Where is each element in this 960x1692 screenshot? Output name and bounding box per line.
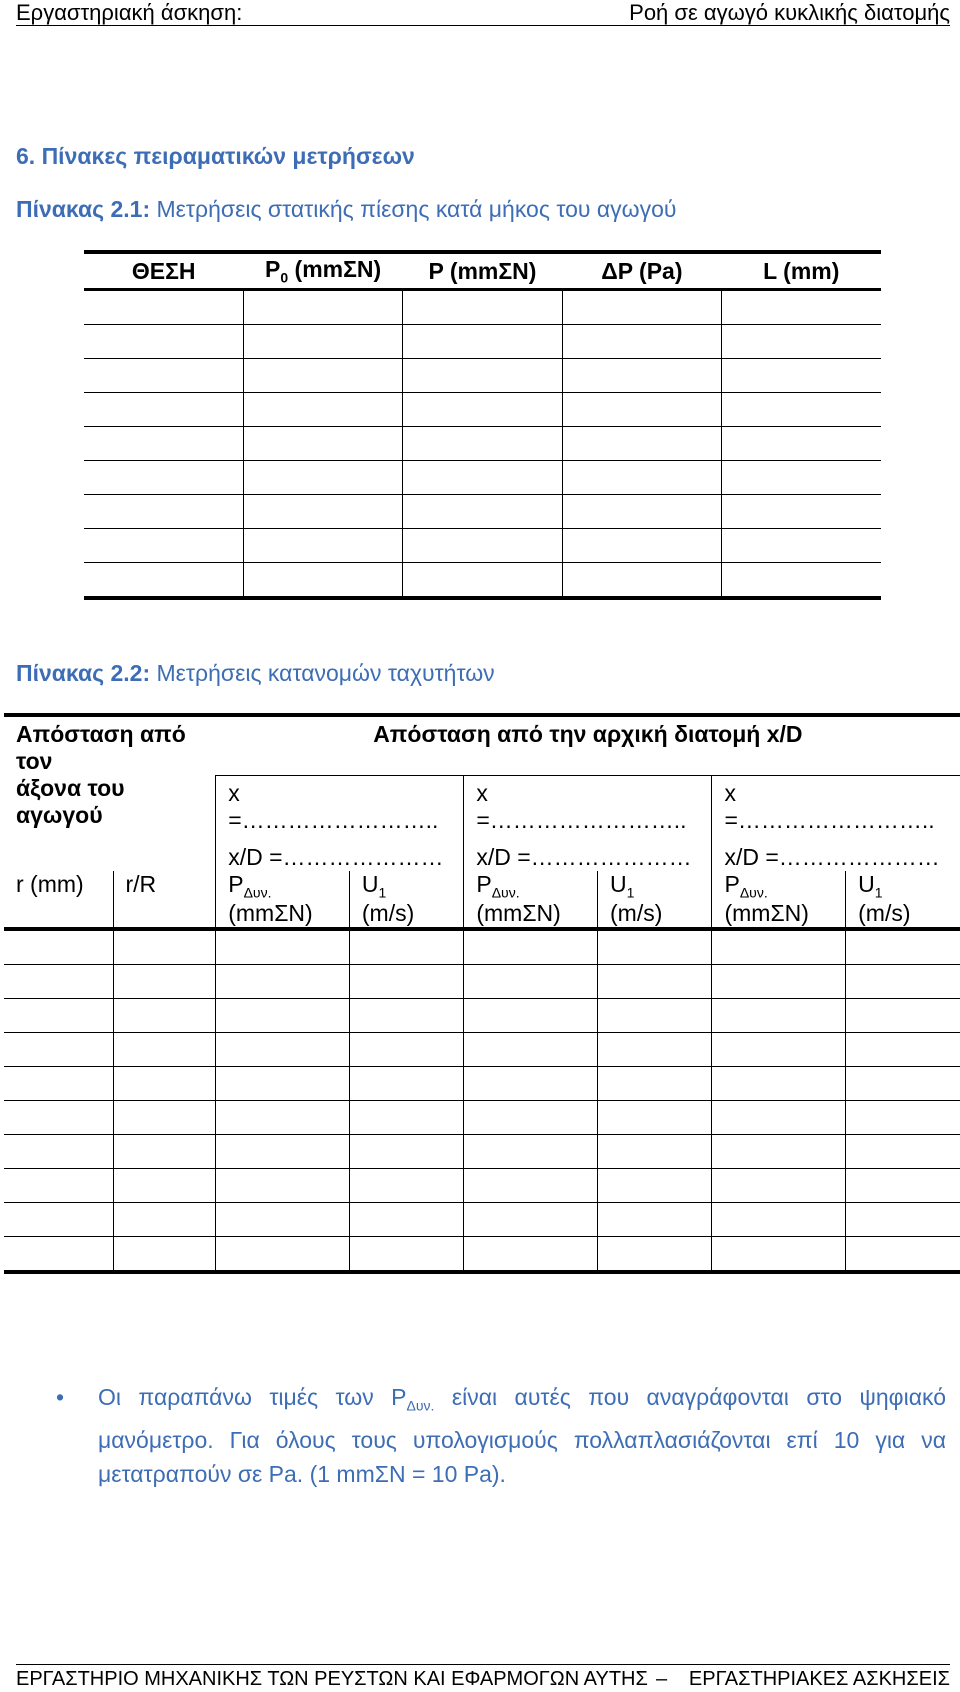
u-unit: (m/s) (361, 900, 415, 927)
col-l: L (mm) (763, 257, 840, 284)
table-cell[interactable] (562, 529, 721, 563)
table2-caption-text: Μετρήσεις κατανομών ταχυτήτων (150, 660, 495, 686)
table2-header-row-3 (4, 844, 960, 871)
table1-body (84, 290, 881, 599)
u-sub: 1 (378, 884, 387, 901)
table-cell[interactable] (712, 1169, 846, 1203)
p-sub: Δυν. (243, 884, 272, 901)
col-p0-sub: 0 (280, 269, 289, 286)
p-unit: (mmΣΝ) (228, 900, 313, 927)
table-row (4, 1101, 960, 1135)
r-mm-header: r (mm) (4, 871, 113, 930)
table-cell[interactable] (113, 1101, 216, 1135)
table-cell[interactable] (4, 1033, 113, 1067)
xd-field-3: x/D =………………… (712, 844, 960, 871)
table-row (84, 461, 881, 495)
table-cell[interactable] (464, 1033, 598, 1067)
table-row (84, 563, 881, 599)
section-title: 6. Πίνακες πειραματικών μετρήσεων (16, 143, 415, 169)
table1-caption (16, 196, 676, 223)
table-cell[interactable] (216, 1203, 350, 1237)
table-row (84, 325, 881, 359)
table-cell[interactable] (216, 1067, 350, 1101)
table-cell[interactable] (598, 1237, 712, 1273)
table-cell[interactable] (722, 563, 881, 599)
table-cell[interactable] (216, 1169, 350, 1203)
table-cell[interactable] (712, 1101, 846, 1135)
table-cell[interactable] (216, 1237, 350, 1273)
u1-header-1 (349, 871, 463, 930)
table-cell[interactable] (562, 495, 721, 529)
table-cell[interactable] (84, 495, 243, 529)
table-cell[interactable] (84, 529, 243, 563)
table-cell[interactable] (84, 563, 243, 599)
table-cell[interactable] (243, 427, 402, 461)
table-cell[interactable] (712, 965, 846, 999)
xd-field-2: x/D =………………… (464, 844, 712, 871)
table-cell[interactable] (243, 393, 402, 427)
table-row (84, 529, 881, 563)
table-cell[interactable] (84, 359, 243, 393)
distance-from-axis-header (4, 715, 216, 775)
u-label: U (361, 870, 379, 897)
table-cell[interactable] (712, 1135, 846, 1169)
table-cell[interactable] (722, 393, 881, 427)
table-cell[interactable] (722, 290, 881, 325)
table-cell[interactable] (712, 1237, 846, 1273)
table-cell[interactable] (846, 999, 960, 1033)
table-cell[interactable] (846, 965, 960, 999)
note-part1: Οι παραπάνω τιμές των P (98, 1384, 407, 1410)
table-cell[interactable] (113, 1237, 216, 1273)
distance-from-axis-line2: άξονα του αγωγού (16, 775, 125, 828)
footer-divider (16, 1664, 950, 1665)
table-cell[interactable] (403, 359, 562, 393)
table-cell[interactable] (113, 1033, 216, 1067)
table-row (84, 290, 881, 325)
distance-from-inlet-header: Απόσταση από την αρχική διατομή x/D (216, 715, 960, 775)
u-label: U (858, 870, 875, 897)
table-cell[interactable] (846, 929, 960, 965)
footer-right: ΕΡΓΑΣΤΗΡΙΑΚΕΣ ΑΣΚΗΣΕΙΣ (688, 1668, 950, 1690)
table-cell[interactable] (846, 1033, 960, 1067)
x-field-2: x =…………………….. (464, 775, 712, 844)
table-cell[interactable] (722, 325, 881, 359)
table-cell[interactable] (84, 290, 243, 325)
table-cell[interactable] (464, 929, 598, 965)
table-cell[interactable] (846, 1203, 960, 1237)
table-cell[interactable] (562, 359, 721, 393)
table-cell[interactable] (4, 1067, 113, 1101)
table-cell[interactable] (4, 999, 113, 1033)
table-cell[interactable] (349, 999, 463, 1033)
table-cell[interactable] (4, 1237, 113, 1273)
u-sub: 1 (626, 884, 635, 901)
table-cell[interactable] (722, 427, 881, 461)
table-cell[interactable] (598, 929, 712, 965)
table-cell[interactable] (113, 965, 216, 999)
footer-dash: – (656, 1668, 668, 1690)
p-unit: (mmΣΝ) (476, 900, 561, 927)
table-cell[interactable] (113, 929, 216, 965)
u-label: U (610, 870, 627, 897)
table2-body (4, 929, 960, 1272)
table-cell[interactable] (349, 1135, 463, 1169)
col-p: P (mmΣΝ) (428, 257, 537, 284)
table-cell[interactable] (464, 965, 598, 999)
table-row (84, 427, 881, 461)
x-field-1: x =…………………….. (216, 775, 464, 844)
table-cell[interactable] (113, 999, 216, 1033)
table-cell[interactable] (722, 495, 881, 529)
table-cell[interactable] (349, 1203, 463, 1237)
table-cell[interactable] (4, 1101, 113, 1135)
table-cell[interactable] (4, 1169, 113, 1203)
table-cell[interactable] (464, 1237, 598, 1273)
p-label: P (476, 870, 492, 897)
table-cell[interactable] (712, 1203, 846, 1237)
table-cell[interactable] (464, 1101, 598, 1135)
table-row (4, 1169, 960, 1203)
table-cell[interactable] (722, 359, 881, 393)
table-cell[interactable] (562, 393, 721, 427)
table-cell[interactable] (598, 1101, 712, 1135)
table-row (4, 1237, 960, 1273)
table-cell[interactable] (846, 1237, 960, 1273)
table-cell[interactable] (243, 325, 402, 359)
table-cell[interactable] (349, 1101, 463, 1135)
table-cell[interactable] (464, 1203, 598, 1237)
col-p0-label: P (265, 256, 281, 283)
table-cell[interactable] (562, 461, 721, 495)
table-cell[interactable] (113, 1203, 216, 1237)
table-cell[interactable] (113, 1067, 216, 1101)
table-row (4, 965, 960, 999)
table-cell[interactable] (562, 427, 721, 461)
table-cell[interactable] (349, 1033, 463, 1067)
header-divider (16, 25, 950, 26)
table-cell[interactable] (562, 563, 721, 599)
table-cell[interactable] (84, 427, 243, 461)
p-unit: (mmΣΝ) (724, 900, 809, 927)
note-text (98, 1380, 946, 1491)
table-cell[interactable] (84, 461, 243, 495)
table-row (84, 495, 881, 529)
r-over-R-header: r/R (113, 871, 216, 930)
note-sub: Δυν. (406, 1397, 435, 1414)
note-paragraph (56, 1380, 946, 1491)
p-dyn-header-2 (464, 871, 598, 930)
table-row (4, 1203, 960, 1237)
table-row (4, 1067, 960, 1101)
table-cell[interactable] (349, 929, 463, 965)
table-cell[interactable] (403, 563, 562, 599)
table1-caption-text: Μετρήσεις στατικής πίεσης κατά μήκος του αγωγού (150, 196, 677, 222)
table-cell[interactable] (403, 529, 562, 563)
col-position: ΘΕΣΗ (131, 257, 196, 284)
table-cell[interactable] (216, 1033, 350, 1067)
table-cell[interactable] (403, 427, 562, 461)
table-cell[interactable] (846, 1067, 960, 1101)
table-cell[interactable] (349, 1169, 463, 1203)
table-cell[interactable] (712, 929, 846, 965)
table-cell[interactable] (562, 325, 721, 359)
table-cell[interactable] (598, 1203, 712, 1237)
table-cell[interactable] (349, 965, 463, 999)
table-row (84, 393, 881, 427)
table-cell[interactable] (113, 1135, 216, 1169)
table-cell[interactable] (598, 1169, 712, 1203)
u-unit: (m/s) (610, 900, 663, 927)
table-cell[interactable] (403, 290, 562, 325)
table-row (4, 1135, 960, 1169)
table-cell[interactable] (243, 461, 402, 495)
table-cell[interactable] (598, 1033, 712, 1067)
table1-caption-label: Πίνακας 2.1: (16, 196, 151, 222)
table-cell[interactable] (216, 1135, 350, 1169)
table-cell[interactable] (216, 965, 350, 999)
table2-header-row-2 (4, 775, 960, 844)
col-dp: ΔP (Pa) (601, 257, 683, 284)
table2-caption (16, 660, 495, 687)
p-label: P (228, 870, 244, 897)
table-cell[interactable] (562, 290, 721, 325)
table-cell[interactable] (243, 290, 402, 325)
table-cell[interactable] (84, 393, 243, 427)
bullet-icon: • (56, 1384, 65, 1410)
table-row (4, 1033, 960, 1067)
table-cell[interactable] (403, 325, 562, 359)
table-cell[interactable] (216, 999, 350, 1033)
table-cell[interactable] (349, 1067, 463, 1101)
table-cell[interactable] (403, 393, 562, 427)
velocity-distribution-table (4, 713, 960, 1274)
table-row (84, 359, 881, 393)
table1-header-row (84, 252, 881, 290)
table-cell[interactable] (4, 1135, 113, 1169)
table-cell[interactable] (113, 1169, 216, 1203)
table-cell[interactable] (846, 1135, 960, 1169)
footer-left: ΕΡΓΑΣΤΗΡΙΟ ΜΗΧΑΝΙΚΗΣ ΤΩΝ ΡΕΥΣΤΩΝ ΚΑΙ ΕΦΑΡΜΟΓΩΝ ΑΥΤΗΣ (16, 1668, 648, 1690)
table-cell[interactable] (598, 965, 712, 999)
table-cell[interactable] (722, 461, 881, 495)
table-row (4, 929, 960, 965)
note-part2: είναι αυτές που αναγράφονται στο ψηφιακό μανόμετρο. Για όλους τους υπολογισμούς πολλαπλασιάζονται επί 10 για να μετατραπούν σε Pa. (1 mmΣΝ = 10 Pa). (98, 1384, 946, 1487)
table-cell[interactable] (846, 1101, 960, 1135)
table-cell[interactable] (464, 1067, 598, 1101)
p-dyn-header-3 (712, 871, 846, 930)
table-cell[interactable] (216, 1101, 350, 1135)
table2-caption-label: Πίνακας 2.2: (16, 660, 151, 686)
table-cell[interactable] (464, 999, 598, 1033)
p-label: P (724, 870, 740, 897)
table-cell[interactable] (4, 1203, 113, 1237)
table-cell[interactable] (598, 999, 712, 1033)
header-right: Ροή σε αγωγό κυκλικής διατομής (629, 0, 950, 25)
table-cell[interactable] (243, 495, 402, 529)
u1-header-2 (598, 871, 712, 930)
table-cell[interactable] (712, 1067, 846, 1101)
table-cell[interactable] (243, 359, 402, 393)
table-cell[interactable] (722, 529, 881, 563)
table-cell[interactable] (349, 1237, 463, 1273)
table-row (4, 999, 960, 1033)
table-cell[interactable] (243, 563, 402, 599)
header-left: Εργαστηριακή άσκηση: (16, 0, 243, 25)
x-field-3: x =…………………….. (712, 775, 960, 844)
col-p0 (243, 252, 402, 290)
table-cell[interactable] (712, 1033, 846, 1067)
table-cell[interactable] (464, 1169, 598, 1203)
u-sub: 1 (874, 884, 883, 901)
p-sub: Δυν. (739, 884, 768, 901)
static-pressure-table (84, 250, 881, 600)
table-cell[interactable] (464, 1135, 598, 1169)
table-cell[interactable] (216, 929, 350, 965)
table-cell[interactable] (846, 1169, 960, 1203)
p-dyn-header-1 (216, 871, 350, 930)
table-cell[interactable] (598, 1067, 712, 1101)
u1-header-3 (846, 871, 960, 930)
table-cell[interactable] (403, 461, 562, 495)
p-sub: Δυν. (491, 884, 520, 901)
table-cell[interactable] (4, 929, 113, 965)
table-cell[interactable] (243, 529, 402, 563)
table2-header-row-4 (4, 871, 960, 930)
empty-cell (4, 844, 216, 871)
table-cell[interactable] (403, 495, 562, 529)
distance-from-axis-line1: Απόσταση από τον (16, 721, 186, 774)
table-cell[interactable] (4, 965, 113, 999)
table-cell[interactable] (84, 325, 243, 359)
table-cell[interactable] (598, 1135, 712, 1169)
table2-header-row-1 (4, 715, 960, 775)
xd-field-1: x/D =………………… (216, 844, 464, 871)
u-unit: (m/s) (858, 900, 911, 927)
table-cell[interactable] (712, 999, 846, 1033)
col-p0-unit: (mmΣΝ) (288, 256, 382, 283)
